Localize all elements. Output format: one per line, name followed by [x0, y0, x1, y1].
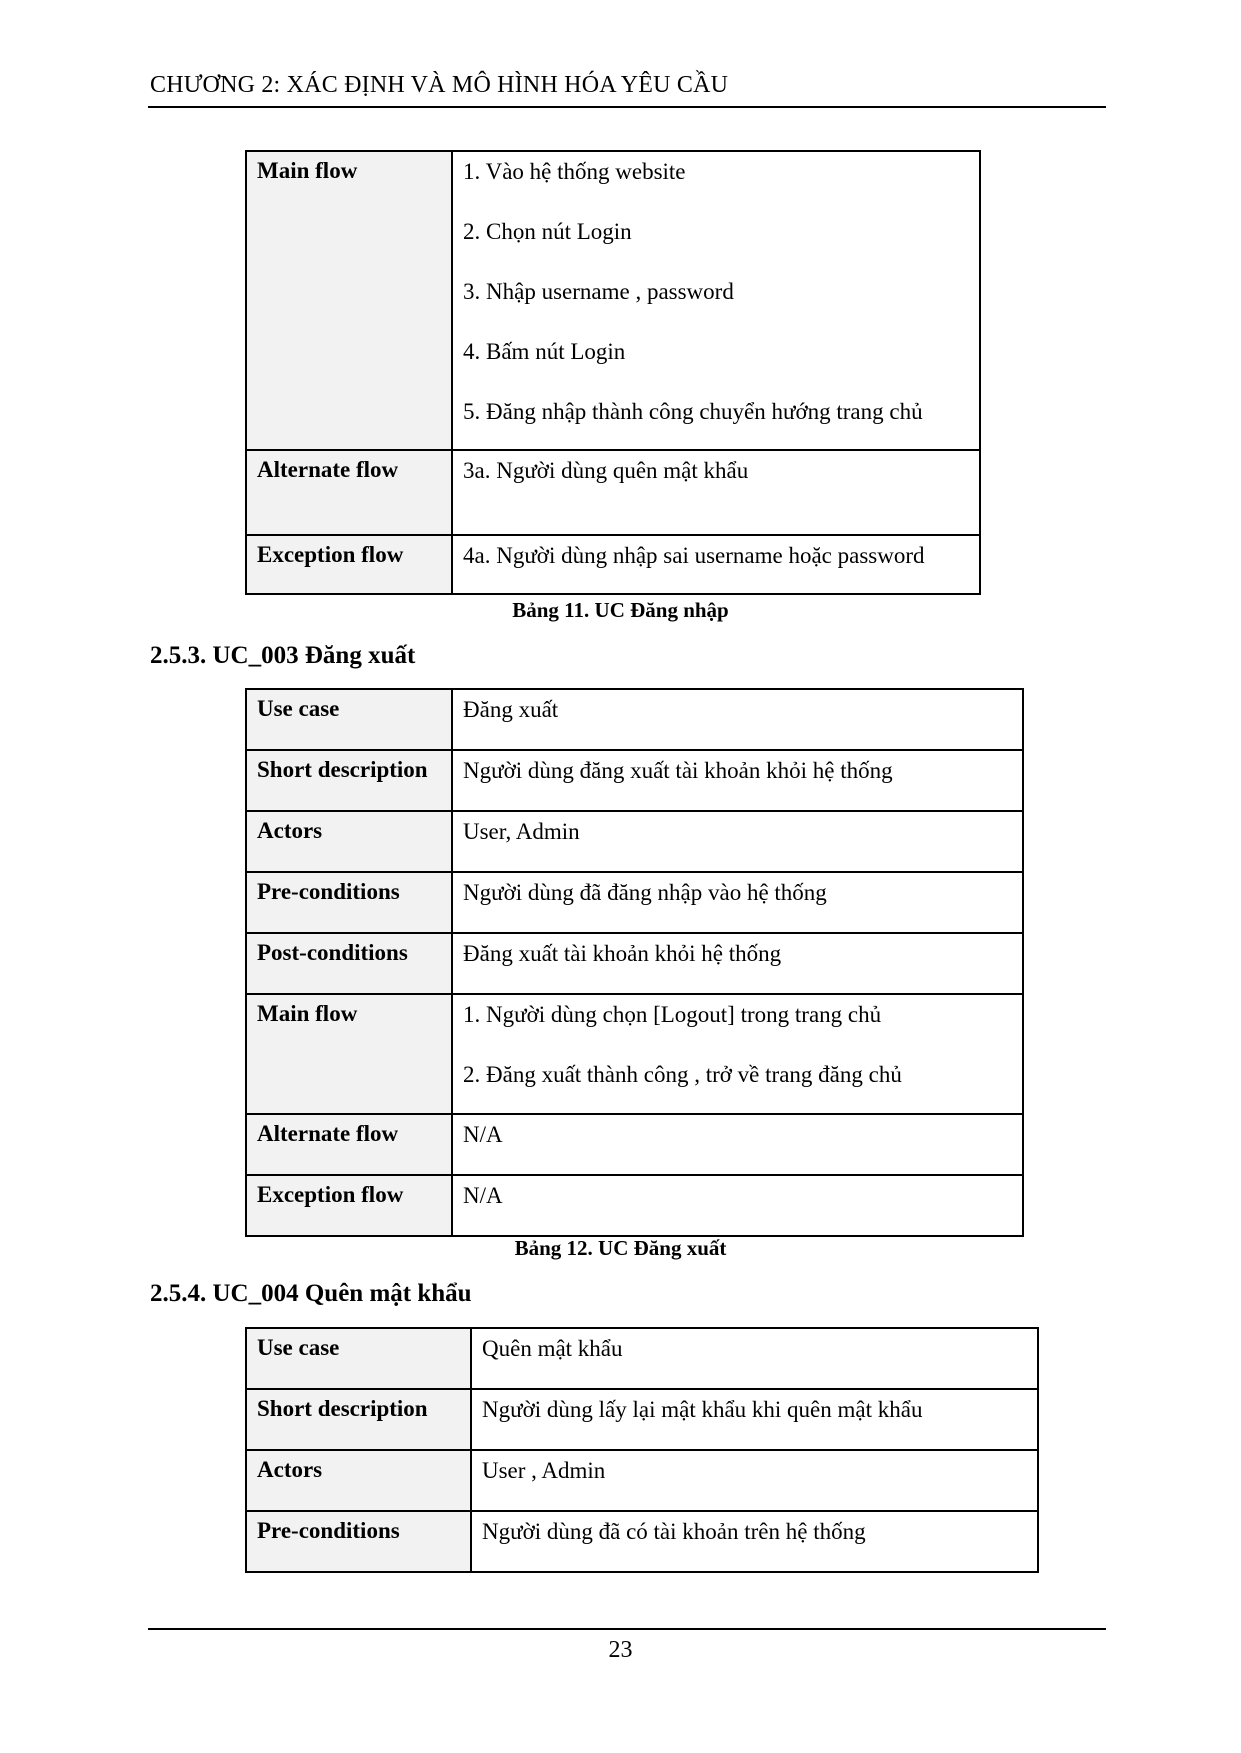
row-label: Alternate flow	[246, 1114, 452, 1175]
row-text: User, Admin	[463, 819, 580, 844]
flow-step: 2. Chọn nút Login	[463, 219, 632, 244]
row-label: Use case	[246, 689, 452, 750]
row-label: Actors	[246, 811, 452, 872]
table-row	[246, 535, 980, 594]
row-value	[452, 811, 1023, 872]
row-value	[452, 994, 1023, 1114]
row-text: N/A	[463, 1183, 503, 1208]
table-row	[246, 750, 1023, 811]
row-value	[452, 1114, 1023, 1175]
table-row	[246, 811, 1023, 872]
row-text: Người dùng đã đăng nhập vào hệ thống	[463, 880, 827, 905]
row-text: N/A	[463, 1122, 503, 1147]
page-header: CHƯƠNG 2: XÁC ĐỊNH VÀ MÔ HÌNH HÓA YÊU CẦU	[150, 72, 729, 98]
row-label: Main flow	[246, 994, 452, 1114]
flow-step: 2. Đăng xuất thành công , trở về trang đăng chủ	[463, 1062, 902, 1087]
flow-step: 4. Bấm nút Login	[463, 339, 626, 364]
footer-rule	[148, 1628, 1106, 1630]
row-label: Pre-conditions	[246, 1511, 471, 1572]
table-row	[246, 1328, 1038, 1389]
row-label: Main flow	[246, 151, 452, 450]
table-row	[246, 1175, 1023, 1236]
table-row	[246, 1114, 1023, 1175]
row-text: 4a. Người dùng nhập sai username hoặc password	[463, 543, 925, 568]
row-value	[452, 450, 980, 535]
flow-step: 5. Đăng nhập thành công chuyển hướng trang chủ	[463, 399, 923, 424]
forgot-password-use-case-table	[245, 1327, 1039, 1573]
row-text: Quên mật khẩu	[482, 1336, 623, 1361]
table-row	[246, 450, 980, 535]
row-value	[471, 1328, 1038, 1389]
row-value	[452, 933, 1023, 994]
section-heading: 2.5.4. UC_004 Quên mật khẩu	[150, 1280, 472, 1307]
table-row	[246, 1389, 1038, 1450]
row-value	[452, 689, 1023, 750]
row-text: User , Admin	[482, 1458, 606, 1483]
row-label: Alternate flow	[246, 450, 452, 535]
row-text: Người dùng đã có tài khoản trên hệ thống	[482, 1519, 866, 1544]
logout-use-case-table	[245, 688, 1024, 1237]
row-value	[471, 1511, 1038, 1572]
row-text: Người dùng lấy lại mật khẩu khi quên mật khẩu	[482, 1397, 923, 1422]
row-label: Exception flow	[246, 535, 452, 594]
header-rule	[148, 106, 1106, 108]
page-number: 23	[608, 1637, 633, 1663]
row-text: Đăng xuất	[463, 697, 559, 722]
table-caption: Bảng 11. UC Đăng nhập	[512, 598, 729, 622]
row-text: 3a. Người dùng quên mật khẩu	[463, 458, 749, 483]
row-value	[452, 1175, 1023, 1236]
table-caption: Bảng 12. UC Đăng xuất	[514, 1236, 727, 1260]
login-use-case-table	[245, 150, 981, 595]
row-value	[471, 1389, 1038, 1450]
table-row	[246, 1450, 1038, 1511]
row-value	[452, 872, 1023, 933]
row-label: Actors	[246, 1450, 471, 1511]
row-value	[452, 151, 980, 450]
row-label: Use case	[246, 1328, 471, 1389]
row-text: Người dùng đăng xuất tài khoản khỏi hệ thống	[463, 758, 893, 783]
row-label: Pre-conditions	[246, 872, 452, 933]
table-row	[246, 872, 1023, 933]
table-row	[246, 994, 1023, 1114]
row-value	[452, 750, 1023, 811]
table-row	[246, 1511, 1038, 1572]
row-label: Post-conditions	[246, 933, 452, 994]
table-row	[246, 151, 980, 450]
flow-step: 1. Vào hệ thống website	[463, 159, 686, 184]
row-text: Đăng xuất tài khoản khỏi hệ thống	[463, 941, 782, 966]
flow-step: 1. Người dùng chọn [Logout] trong trang chủ	[463, 1002, 882, 1027]
table-row	[246, 933, 1023, 994]
table-row	[246, 689, 1023, 750]
row-value	[471, 1450, 1038, 1511]
row-label: Short description	[246, 1389, 471, 1450]
row-value	[452, 535, 980, 594]
section-heading: 2.5.3. UC_003 Đăng xuất	[150, 642, 416, 669]
flow-step: 3. Nhập username , password	[463, 279, 734, 304]
row-label: Short description	[246, 750, 452, 811]
row-label: Exception flow	[246, 1175, 452, 1236]
